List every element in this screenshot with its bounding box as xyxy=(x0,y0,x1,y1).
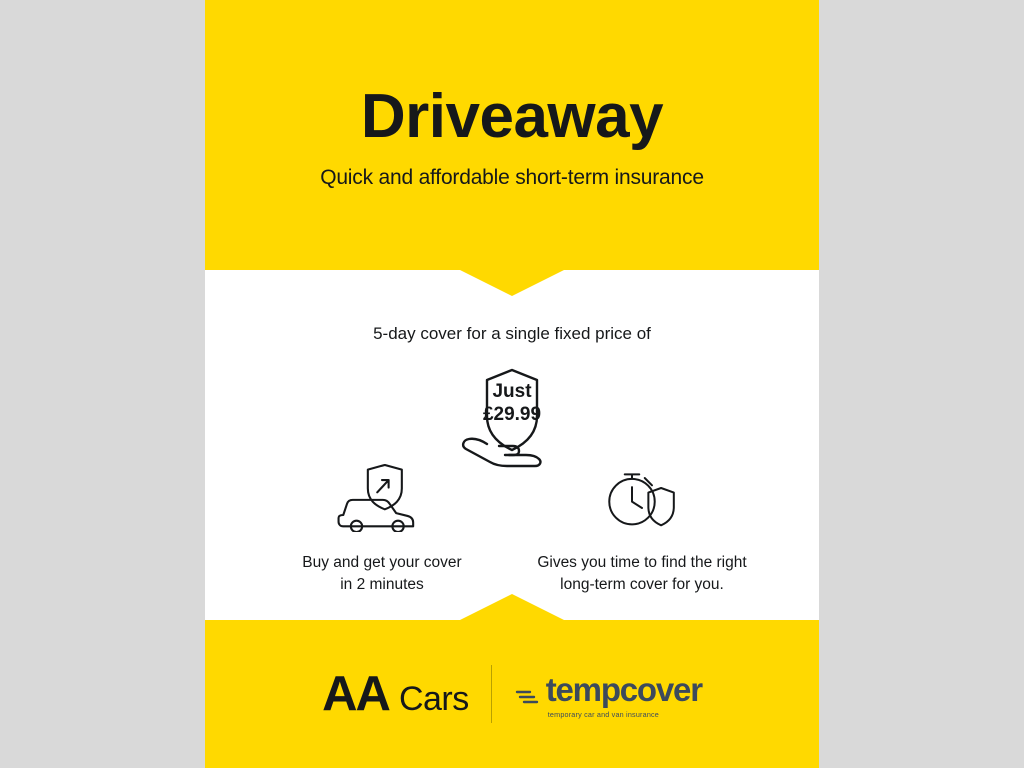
price-badge-line1: Just xyxy=(492,381,532,402)
tempcover-tagline: temporary car and van insurance xyxy=(547,710,660,720)
price-badge-line2: £29.99 xyxy=(482,404,542,426)
price-badge xyxy=(432,380,592,426)
feature-caption-speed xyxy=(257,552,507,597)
feature-caption-line1: Gives you time to find the right xyxy=(537,554,747,571)
page-title: Driveaway xyxy=(360,82,664,151)
feature-caption-line1: Buy and get your cover xyxy=(302,554,462,571)
tempcover-speed-icon xyxy=(514,683,540,709)
feature-caption-line2: in 2 minutes xyxy=(340,576,424,594)
tempcover-logo xyxy=(514,673,702,718)
offer-lead-text: 5-day cover for a single fixed price of xyxy=(373,324,651,343)
aa-cars-logo xyxy=(322,666,469,721)
stopwatch-shield-icon xyxy=(517,462,767,534)
logo-divider xyxy=(491,665,492,723)
footer-logos xyxy=(205,620,819,768)
aa-logo-word: Cars xyxy=(398,679,469,718)
page-subtitle: Quick and affordable short-term insurance xyxy=(320,166,704,189)
feature-caption-time xyxy=(517,552,767,597)
footer-notch-decoration xyxy=(460,594,564,620)
feature-item-time xyxy=(517,462,767,597)
car-shield-arrow-icon xyxy=(257,462,507,534)
header-notch-decoration xyxy=(460,270,564,296)
feature-caption-line2: long-term cover for you. xyxy=(560,576,724,594)
promo-poster xyxy=(205,0,819,768)
tempcover-word: tempcover xyxy=(545,671,702,709)
aa-logo-mark: AA xyxy=(322,666,389,721)
tempcover-wordmark xyxy=(546,673,702,718)
feature-item-speed xyxy=(257,462,507,597)
